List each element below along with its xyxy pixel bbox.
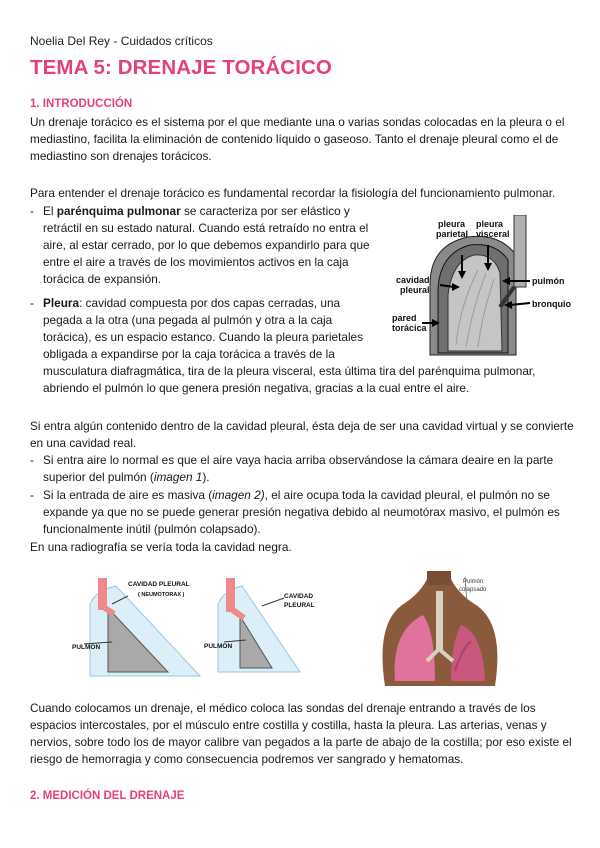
pleura-diagram bbox=[390, 215, 580, 360]
bullet-pleura: Pleura: cavidad compuesta por dos capas cerradas, una pegada a la otra (una pegada al pulmón y otra a la caja torácica), es un espacio estanco. Cuando la pleura parietales obligada a expandirse por la caja torácica a través de la bbox=[43, 296, 364, 361]
section-heading-introduccion: 1. INTRODUCCIÓN bbox=[30, 98, 133, 110]
label-pulmon-colapsado-1: Pulmón bbox=[463, 579, 484, 585]
radiografia-paragraph: En una radiografía se vería toda la cavidad negra. bbox=[30, 540, 292, 554]
bullet-dash: - bbox=[30, 296, 34, 310]
page-header: Noelia Del Rey - Cuidados críticos bbox=[30, 34, 213, 48]
label-pared-1: pared bbox=[392, 313, 417, 323]
bullet-dash: - bbox=[30, 204, 34, 218]
label-cavidad-1: cavidad bbox=[396, 275, 430, 285]
label-pleural-2: PLEURAL bbox=[284, 602, 315, 609]
label-cavidad-2: pleural bbox=[400, 285, 430, 295]
collapsed-lung-body-figure bbox=[365, 571, 520, 686]
neumotorax-figure-2 bbox=[200, 576, 330, 686]
section-heading-medicion: 2. MEDICIÓN DEL DRENAJE bbox=[30, 790, 185, 802]
label-pulmon-colapsado-2: colapsado bbox=[459, 587, 487, 593]
label-cavidad-pleural: CAVIDAD PLEURAL bbox=[128, 581, 190, 588]
label-neumotorax: ( NEUMOTORAX ) bbox=[138, 592, 185, 598]
bullet-aire-normal: Si entra aire lo normal es que el aire vaya hacia arriba observándose la cámara deaire en la parte superior del pulmón (imagen 1). bbox=[43, 453, 554, 484]
fisiologia-paragraph: Para entender el drenaje torácico es fundamental recordar la fisiología del funcionamiento pulmonar. bbox=[30, 186, 556, 200]
label-bronquio: bronquio bbox=[532, 299, 571, 309]
pleura-diagram-svg bbox=[390, 215, 580, 360]
label-pulmon-1: PULMON bbox=[72, 644, 101, 651]
bullet-parenquima: El parénquima pulmonar se caracteriza por ser elástico y retráctil en su estado natural. Cuando está retraído no entra el aire, al estar cerrado, por lo que debemos expandirlo para que entre el aire a través de los movimientos activos en la caja torácica de expansión. bbox=[43, 204, 370, 286]
label-pleura-parietal-2: parietal bbox=[436, 229, 469, 239]
drenaje-colocacion-paragraph: Cuando colocamos un drenaje, el médico coloca las sondas del drenaje entrando a través de los espacios intercostales, por el músculo entre costilla y costilla, hasta la pleura. Las arterias, venas y nervios, sobre todo los de mayor calibre van pegados a la parte de abajo de la costilla; por eso existe el riesgo de hemorragia y como consecuencia podremos ver sangrado y hematomas. bbox=[30, 701, 572, 766]
bold-term-pleura: Pleura bbox=[43, 296, 80, 310]
bullet-dash: - bbox=[30, 453, 34, 467]
bullet-aire-masiva: Si la entrada de aire es masiva (imagen 2), el aire ocupa toda la cavidad pleural, el pulmón no se expande ya que no se puede generar presión negativa debido al neumotórax masivo, el pulmón es funcionalmente inútil (pulmón colapsado). bbox=[43, 488, 560, 536]
label-pleura-visceral-2: visceral bbox=[476, 229, 510, 239]
bullet-pleura-continued: musculatura diafragmática, tira de la pleura visceral, esta última tira del parénquima pulmonar, abriendo el pulmón lo que genera presión negativa, gracias a la cual entre el aire. bbox=[43, 364, 536, 395]
label-pulmon-2: PULMON bbox=[204, 643, 233, 650]
intro-paragraph: Un drenaje torácico es el sistema por el que mediante una o varias sondas colocadas en la pleura o el mediastino, facilita la eliminación de contenido líquido o gaseoso. Tanto el drenaje pleural como el de mediastino son drenajes torácicos. bbox=[30, 115, 565, 163]
bold-term-parenquima: parénquima pulmonar bbox=[56, 204, 181, 218]
bullet-dash: - bbox=[30, 488, 34, 502]
label-pulmon: pulmón bbox=[532, 276, 565, 286]
label-pleura-visceral-1: pleura bbox=[476, 219, 504, 229]
cavidad-real-paragraph: Si entra algún contenido dentro de la cavidad pleural, ésta deja de ser una cavidad virtual y se convierte en una cavidad real. bbox=[30, 419, 574, 450]
neumotorax-figure-1 bbox=[68, 576, 218, 686]
page-title: TEMA 5: DRENAJE TORÁCICO bbox=[30, 56, 332, 79]
label-cavidad-2: CAVIDAD bbox=[284, 593, 314, 600]
label-pleura-parietal-1: pleura bbox=[438, 219, 466, 229]
label-pared-2: torácica bbox=[392, 323, 427, 333]
